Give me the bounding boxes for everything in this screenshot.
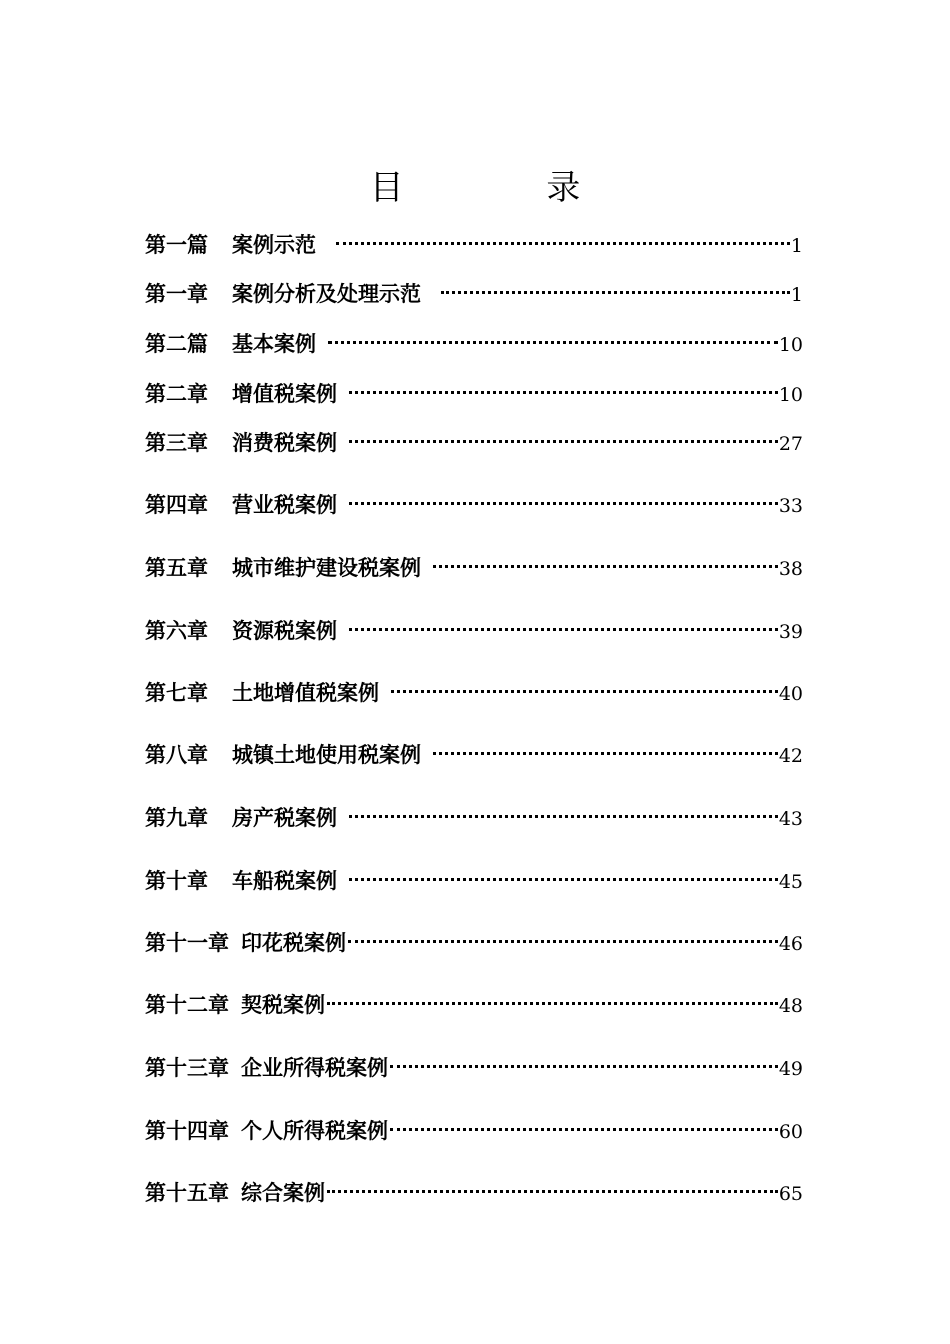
entry-number: 第二篇	[145, 331, 208, 356]
entry-page-number: 60	[778, 1121, 803, 1143]
entry-number: 第六章	[145, 618, 208, 643]
entry-number: 第四章	[145, 492, 208, 517]
dot-leader	[433, 545, 778, 575]
entry-title: 印花税案例	[241, 930, 346, 955]
toc-entry[interactable]	[145, 795, 803, 830]
entry-title: 消费税案例	[232, 430, 337, 455]
entry-number: 第十五章	[145, 1180, 229, 1205]
entry-title: 资源税案例	[232, 618, 337, 643]
entry-title: 土地增值税案例	[232, 680, 379, 705]
entry-number: 第三章	[145, 430, 208, 455]
dot-leader	[441, 271, 790, 301]
entry-title: 案例示范	[232, 232, 316, 257]
toc-title: 目 录	[369, 168, 647, 208]
entry-page-number: 27	[778, 433, 803, 455]
entry-page-number: 42	[778, 745, 803, 767]
entry-title: 城镇土地使用税案例	[232, 742, 421, 767]
entry-page-number: 39	[778, 621, 803, 643]
entry-page-number: 33	[778, 495, 803, 517]
entry-number: 第十三章	[145, 1055, 229, 1080]
entry-page-number: 48	[778, 995, 803, 1017]
entry-page-number: 65	[778, 1183, 803, 1205]
dot-leader	[328, 321, 778, 351]
entry-title: 基本案例	[232, 331, 316, 356]
dot-leader	[327, 1170, 778, 1200]
dot-leader	[349, 795, 778, 825]
entry-title: 城市维护建设税案例	[232, 555, 421, 580]
dot-leader	[349, 608, 778, 638]
toc-entry[interactable]	[145, 1108, 803, 1143]
entry-title: 企业所得税案例	[241, 1055, 388, 1080]
toc-entry[interactable]	[145, 1045, 803, 1080]
entry-number: 第十二章	[145, 992, 229, 1017]
dot-leader	[433, 732, 778, 762]
entry-page-number: 43	[778, 808, 803, 830]
entry-page-number: 45	[778, 871, 803, 893]
dot-leader	[390, 1108, 778, 1138]
entry-number: 第一篇	[145, 232, 208, 257]
dot-leader	[391, 670, 778, 700]
toc-entry[interactable]	[145, 732, 803, 767]
toc-entry[interactable]	[145, 420, 803, 455]
entry-title: 增值税案例	[232, 381, 337, 406]
dot-leader	[349, 858, 778, 888]
entry-number: 第九章	[145, 805, 208, 830]
dot-leader	[390, 1045, 778, 1075]
toc-entry[interactable]	[145, 858, 803, 893]
entry-title: 契税案例	[241, 992, 325, 1017]
toc-entry[interactable]	[145, 1170, 803, 1205]
dot-leader	[327, 982, 778, 1012]
toc-entry[interactable]	[145, 670, 803, 705]
entry-page-number: 1	[790, 284, 803, 306]
entry-number: 第一章	[145, 281, 208, 306]
toc-entry[interactable]	[145, 482, 803, 517]
entry-page-number: 1	[790, 235, 803, 257]
dot-leader	[348, 920, 778, 950]
toc-entry[interactable]	[145, 271, 803, 306]
entry-page-number: 49	[778, 1058, 803, 1080]
entry-title: 房产税案例	[232, 805, 337, 830]
entry-number: 第二章	[145, 381, 208, 406]
dot-leader	[336, 222, 790, 252]
toc-entry[interactable]	[145, 321, 803, 356]
entry-page-number: 10	[778, 384, 803, 406]
entry-title: 综合案例	[241, 1180, 325, 1205]
toc-entry[interactable]	[145, 920, 803, 955]
entry-title: 营业税案例	[232, 492, 337, 517]
dot-leader	[349, 420, 778, 450]
entry-number: 第七章	[145, 680, 208, 705]
toc-entry[interactable]	[145, 371, 803, 406]
entry-page-number: 38	[778, 558, 803, 580]
entry-number: 第八章	[145, 742, 208, 767]
toc-entry[interactable]	[145, 545, 803, 580]
entry-number: 第五章	[145, 555, 208, 580]
entry-number: 第十四章	[145, 1118, 229, 1143]
entry-page-number: 46	[778, 933, 803, 955]
entry-title: 个人所得税案例	[241, 1118, 388, 1143]
toc-entry[interactable]	[145, 982, 803, 1017]
dot-leader	[349, 482, 778, 512]
entry-page-number: 10	[778, 334, 803, 356]
toc-entry[interactable]	[145, 608, 803, 643]
entry-page-number: 40	[778, 683, 803, 705]
toc-entry[interactable]	[145, 222, 803, 257]
entry-title: 案例分析及处理示范	[232, 281, 421, 306]
dot-leader	[349, 371, 778, 401]
entry-title: 车船税案例	[232, 868, 337, 893]
entry-number: 第十一章	[145, 930, 229, 955]
entry-number: 第十章	[145, 868, 208, 893]
